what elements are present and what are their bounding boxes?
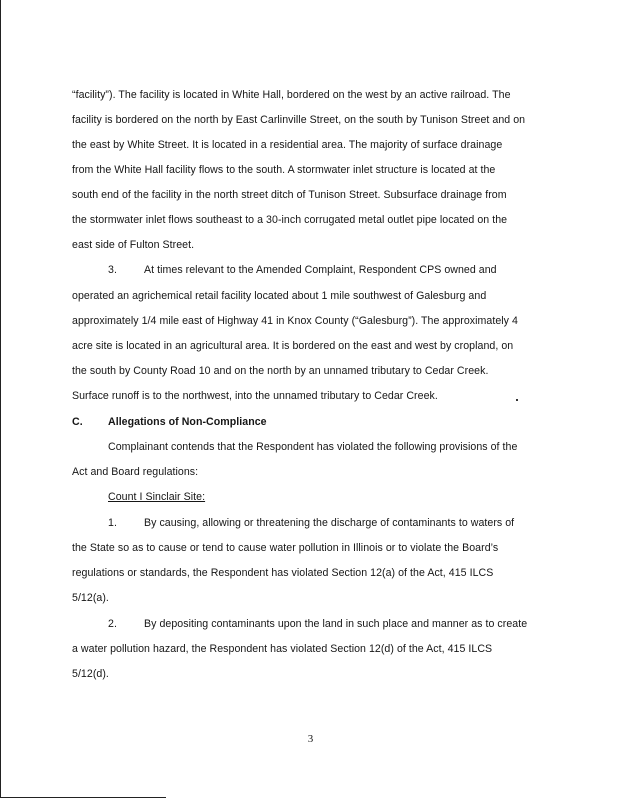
text-line: operated an agrichemical retail facility located about 1 mile southwest of Galesburg and xyxy=(72,290,487,302)
section-letter: C. xyxy=(72,416,83,428)
text-line: 5/12(a). xyxy=(72,592,109,604)
text-line: Act and Board regulations: xyxy=(72,466,199,478)
text-line: regulations or standards, the Respondent has violated Section 12(a) of the Act, 415 ILCS xyxy=(72,567,494,579)
paragraph-number: 3. xyxy=(108,264,117,276)
text-line: At times relevant to the Amended Complaint, Respondent CPS owned and xyxy=(144,264,497,276)
paragraph-number: 2. xyxy=(108,618,117,630)
text-line: east side of Fulton Street. xyxy=(72,239,195,251)
text-line: 5/12(d). xyxy=(72,668,109,680)
text-line: “facility”). The facility is located in White Hall, bordered on the west by an active railroad. The xyxy=(72,89,511,101)
text-line: facility is bordered on the north by East Carlinville Street, on the south by Tunison Street and on xyxy=(72,114,526,126)
text-line: Surface runoff is to the northwest, into the unnamed tributary to Cedar Creek. xyxy=(72,390,438,402)
text-line: approximately 1/4 mile east of Highway 41 in Knox County (“Galesburg”). The approximately 4 xyxy=(72,315,518,327)
text-line: By depositing contaminants upon the land in such place and manner as to create xyxy=(144,618,528,630)
scan-bottom-edge xyxy=(0,797,166,798)
text-line: from the White Hall facility flows to the south. A stormwater inlet structure is located at the xyxy=(72,164,496,176)
text-line: By causing, allowing or threatening the discharge of contaminants to waters of xyxy=(144,517,515,529)
text-line: acre site is located in an agricultural area. It is bordered on the east and west by cropland, on xyxy=(72,340,514,352)
paragraph-number: 1. xyxy=(108,517,117,529)
text-line: south end of the facility in the north street ditch of Tunison Street. Subsurface drainage from xyxy=(72,189,507,201)
text-line: Complainant contends that the Respondent has violated the following provisions of the xyxy=(108,441,518,453)
scan-speck xyxy=(516,399,518,401)
section-title: Allegations of Non-Compliance xyxy=(108,416,267,428)
text-line: a water pollution hazard, the Respondent has violated Section 12(d) of the Act, 415 ILCS xyxy=(72,643,493,655)
scan-left-edge xyxy=(0,0,1,798)
text-line: the stormwater inlet flows southeast to a 30-inch corrugated metal outlet pipe located on the xyxy=(72,214,508,226)
text-line: the east by White Street. It is located in a residential area. The majority of surface drainage xyxy=(72,139,503,151)
page-number: 3 xyxy=(307,733,314,745)
text-line: the State so as to cause or tend to cause water pollution in Illinois or to violate the Board’s xyxy=(72,542,499,554)
text-line: the south by County Road 10 and on the north by an unnamed tributary to Cedar Creek. xyxy=(72,365,489,377)
count-heading: Count I Sinclair Site: xyxy=(108,491,206,503)
